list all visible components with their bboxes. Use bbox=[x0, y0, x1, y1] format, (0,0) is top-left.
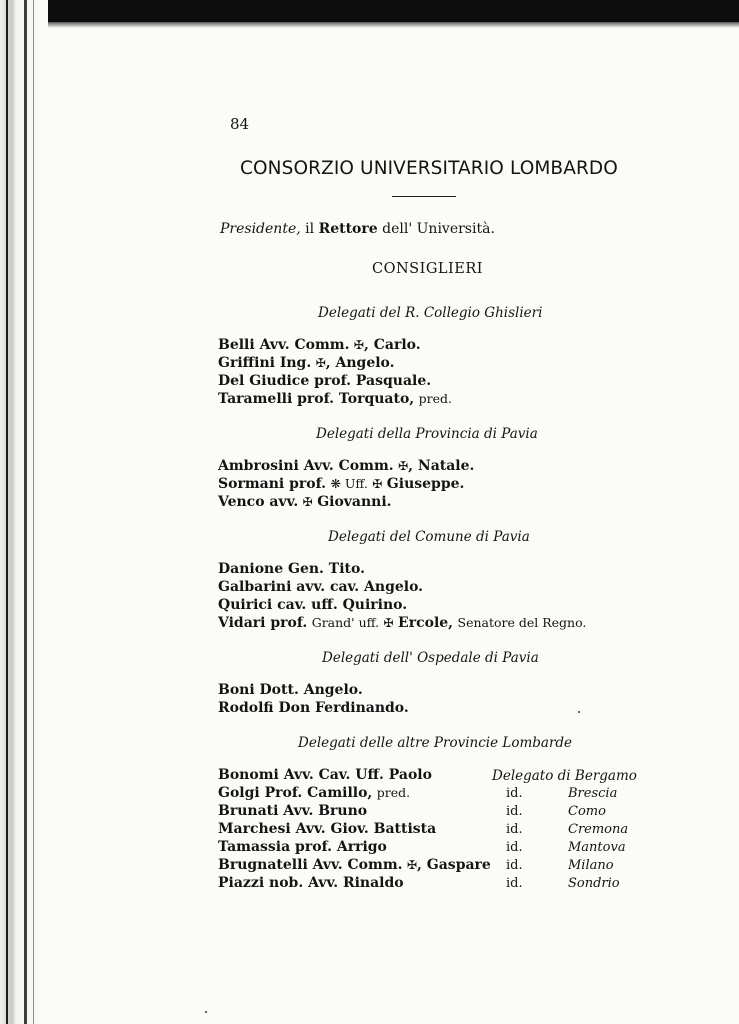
member-row bbox=[218, 597, 407, 613]
member-row bbox=[218, 373, 431, 389]
president-suffix: dell' Università. bbox=[382, 221, 495, 237]
delegate-role: id. bbox=[506, 822, 523, 837]
member-name: Golgi Prof. Camillo, bbox=[218, 785, 373, 801]
delegate-province: Sondrio bbox=[568, 876, 620, 891]
member-row bbox=[218, 494, 392, 510]
member-name: Taramelli prof. Torquato, bbox=[218, 391, 415, 407]
president-label: Presidente, bbox=[220, 221, 301, 237]
member-given-name: Giuseppe. bbox=[386, 476, 465, 492]
delegate-role: id. bbox=[506, 804, 523, 819]
member-row bbox=[218, 355, 395, 371]
member-name: Quirici cav. uff. Quirino. bbox=[218, 597, 408, 613]
delegate-province: Brescia bbox=[568, 786, 618, 801]
member-name: Brugnatelli Avv. Comm. bbox=[218, 857, 403, 873]
cross-icon: ✠ bbox=[353, 338, 364, 352]
member-given-name: , Natale. bbox=[408, 458, 475, 474]
delegate-province: Mantova bbox=[568, 840, 626, 855]
member-name: Rodolfi Don Ferdinando. bbox=[218, 700, 409, 716]
member-name: Griffini Ing. bbox=[218, 355, 312, 371]
member-row bbox=[218, 875, 404, 891]
group-heading: Delegati del R. Collegio Ghislieri bbox=[318, 305, 543, 321]
scan-speck bbox=[578, 711, 580, 713]
delegate-role: id. bbox=[506, 858, 523, 873]
member-row bbox=[218, 337, 421, 353]
delegate-province: Bergamo bbox=[574, 768, 637, 784]
delegate-role: id. bbox=[506, 876, 523, 891]
member-row bbox=[218, 767, 432, 783]
member-name: Sormani prof. bbox=[218, 476, 326, 492]
member-name: Danione Gen. Tito. bbox=[218, 561, 365, 577]
binding-line bbox=[6, 0, 8, 1024]
member-given-name: , Angelo. bbox=[325, 355, 395, 371]
member-row bbox=[218, 615, 586, 631]
member-name: Venco avv. bbox=[218, 494, 299, 510]
member-name: Vidari prof. bbox=[218, 615, 308, 631]
member-row bbox=[218, 579, 423, 595]
cross-icon: ✠ bbox=[372, 477, 383, 491]
member-row bbox=[218, 803, 367, 819]
member-name: Tamassia prof. Arrigo bbox=[218, 839, 387, 855]
scan-top-shadow bbox=[0, 22, 739, 28]
scan-speck bbox=[205, 1011, 207, 1013]
page-number: 84 bbox=[230, 115, 250, 133]
group-heading: Delegati della Provincia di Pavia bbox=[316, 426, 538, 442]
member-name: Bonomi Avv. Cav. Uff. Paolo bbox=[218, 767, 432, 783]
member-name: Piazzi nob. Avv. Rinaldo bbox=[218, 875, 404, 891]
delegate-role bbox=[492, 768, 637, 784]
member-name: Brunati Avv. Bruno bbox=[218, 803, 368, 819]
member-row bbox=[218, 476, 464, 492]
title-rule bbox=[392, 196, 456, 197]
member-name: Galbarini avv. cav. Angelo. bbox=[218, 579, 424, 595]
delegate-province: Cremona bbox=[568, 822, 629, 837]
group-heading: Delegati del Comune di Pavia bbox=[328, 529, 530, 545]
member-note: Senatore del Regno. bbox=[457, 615, 587, 630]
scan-top-border bbox=[0, 0, 739, 22]
cross-icon: ✠ bbox=[315, 356, 326, 370]
delegate-role: id. bbox=[506, 840, 523, 855]
page-title: CONSORZIO UNIVERSITARIO LOMBARDO bbox=[240, 158, 618, 179]
delegate-role: id. bbox=[506, 786, 523, 801]
member-row bbox=[218, 785, 410, 801]
member-honor: ❋ Uff. bbox=[330, 476, 368, 491]
member-note: pred. bbox=[376, 785, 411, 800]
president-name: Rettore bbox=[318, 221, 378, 237]
group-heading: Delegati delle altre Provincie Lombarde bbox=[298, 735, 573, 751]
section-title: CONSIGLIERI bbox=[372, 261, 484, 277]
cross-icon: ✠ bbox=[302, 495, 313, 509]
member-row bbox=[218, 821, 436, 837]
member-name: Del Giudice prof. Pasquale. bbox=[218, 373, 432, 389]
member-row bbox=[218, 561, 365, 577]
member-given-name: Giovanni. bbox=[317, 494, 392, 510]
delegate-province: Milano bbox=[568, 858, 614, 873]
member-given-name: , Gaspare bbox=[417, 857, 491, 873]
member-name: Boni Dott. Angelo. bbox=[218, 682, 363, 698]
cross-icon: ✠ bbox=[406, 858, 418, 872]
cross-icon: ✠ bbox=[383, 616, 394, 630]
member-given-name: , Carlo. bbox=[363, 337, 421, 353]
member-row bbox=[218, 839, 387, 855]
binding-line bbox=[24, 0, 27, 1024]
member-note: pred. bbox=[418, 391, 452, 406]
binding-line bbox=[33, 0, 34, 1024]
president-article: il bbox=[305, 221, 315, 237]
member-row bbox=[218, 857, 491, 873]
member-row bbox=[218, 682, 363, 698]
member-honor: Grand' uff. bbox=[311, 615, 380, 630]
delegate-province: Como bbox=[568, 804, 606, 819]
member-row bbox=[218, 458, 474, 474]
member-name: Belli Avv. Comm. bbox=[218, 337, 350, 353]
member-given-name: Ercole, bbox=[398, 615, 454, 631]
member-name: Ambrosini Avv. Comm. bbox=[218, 458, 394, 474]
group-heading: Delegati dell' Ospedale di Pavia bbox=[322, 650, 539, 666]
member-row bbox=[218, 391, 452, 407]
member-row bbox=[218, 700, 409, 716]
cross-icon: ✠ bbox=[398, 459, 409, 473]
president-line bbox=[220, 221, 495, 237]
member-name: Marchesi Avv. Giov. Battista bbox=[218, 821, 437, 837]
delegate-role-label: Delegato di bbox=[492, 768, 571, 784]
